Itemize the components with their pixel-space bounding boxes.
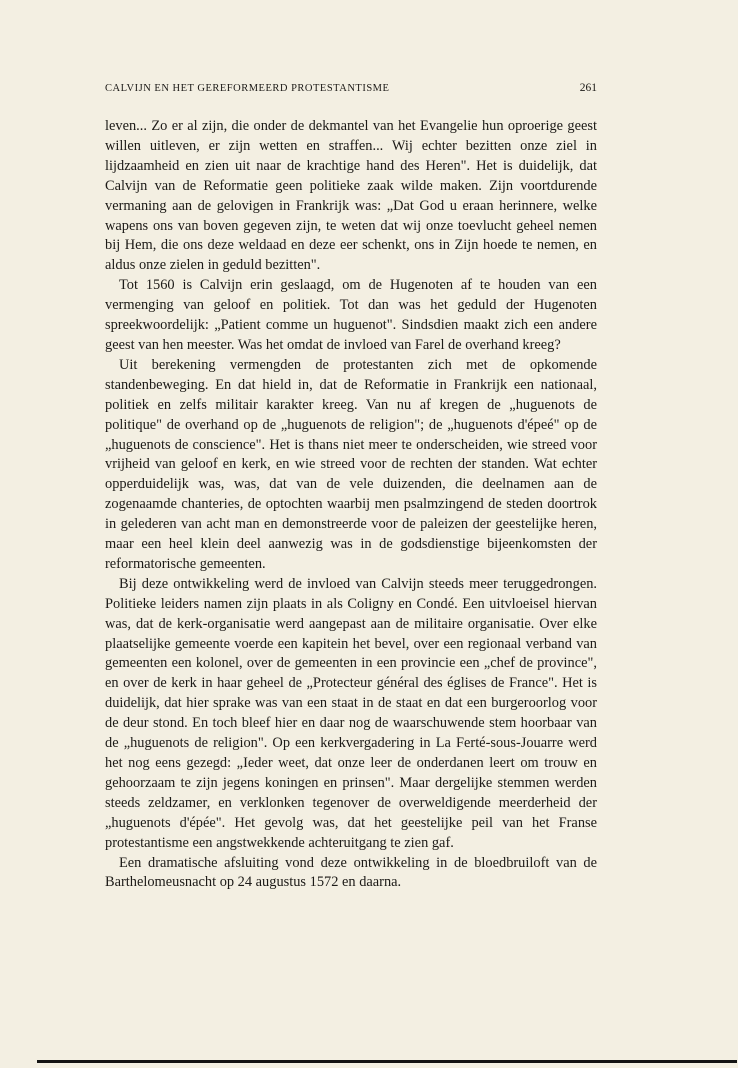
body-text [105,117,597,893]
paragraph: Bij deze ontwikkeling werd de invloed van Calvijn steeds meer teruggedrongen. Politieke leiders namen zijn plaats in als Coligny en Condé. Een uitvloeisel hiervan was, dat de kerk-organisatie werd aangepast aan de militaire organisatie. Over elke plaatselijke gemeente voerde een kapitein het bevel, over een regionaal verband van gemeenten een kolonel, over de gemeenten in een provincie een „chef de province", en over de kerk in haar geheel de „Protecteur général des églises de France". Het is duidelijk, dat hier sprake was van een staat in de staat en dat een burgeroorlog voor de deur stond. En toch bleef hier en daar nog de waarschuwende stem hoorbaar van de „huguenots de religion". Op een kerkvergadering in La Ferté-sous-Jouarre werd het nog eens gezegd: „Ieder weet, dat onze leer de onderdanen leert om trouw en gehoorzaam te zijn jegens koningen en prinsen". Maar dergelijke stemmen werden steeds zeldzamer, en verklonken tegenover de overweldigende meerderheid der „huguenots d'épée". Het gevolg was, dat het geestelijke peil van het Franse protestantisme een angstwekkende achteruitgang te zien gaf. [105,575,597,851]
paragraph: Uit berekening vermengden de protestanten zich met de opkomende standenbeweging. En dat hield in, dat de Reformatie in Frankrijk een nationaal, politiek en zelfs militair karakter kreeg. Van nu af kregen de „huguenots de politique" de overhand op de „huguenots de religion"; de „huguenots d'épeé" op de „huguenots de conscience". Het is thans niet meer te onderscheiden, wie streed voor vrijheid van geloof en kerk, en wie streed voor de rechten der standen. Wat echter opperduidelijk was, was, dat van de vele duizenden, die deelnamen aan de zogenaamde chanteries, de optochten waarbij men psalmzingend de steden doortrok in gelederen van acht man en demonstreerde voor de paleizen der geestelijke heren, maar een heel klein deel aanwezig was in de godsdienstige bijeenkomsten der reformatorische gemeenten. [105,356,597,572]
paragraph: leven... Zo er al zijn, die onder de dekmantel van het Evangelie hun oproerige geest willen uitleven, er zijn wetten en straffen... Wij echter bezitten onze ziel in lijdzaamheid en zien uit naar de krachtige hand des Heren". Het is duidelijk, dat Calvijn van de Reformatie geen politieke zaak wilde maken. Zijn voortdurende vermaning aan de gelovigen in Frankrijk was: „Dat God u eraan herinnere, welke wapens ons van boven gegeven zijn, te weten dat wij onze toevlucht geheel nemen bij Hem, die ons deze weldaad en deze eer schenkt, ons in Zijn hoede te nemen, en aldus onze zielen in geduld bezitten". [105,118,597,274]
book-page [105,82,597,893]
running-title: CALVIJN EN HET GEREFORMEERD PROTESTANTISME [105,83,390,94]
paragraph: Een dramatische afsluiting vond deze ontwikkeling in de bloedbruiloft van de Barthelomeusnacht op 24 augustus 1572 en daarna. [105,854,597,891]
paragraph: Tot 1560 is Calvijn erin geslaagd, om de Hugenoten af te houden van een vermenging van geloof en politiek. Tot dan was het geduld der Hugenoten spreekwoordelijk: „Patient comme un huguenot". Sindsdien maakt zich een andere geest van hen meester. Was het omdat de invloed van Farel de overhand kreeg? [105,277,597,353]
running-head [105,82,597,94]
scan-bottom-border [37,1060,737,1063]
page-number: 261 [579,82,597,94]
